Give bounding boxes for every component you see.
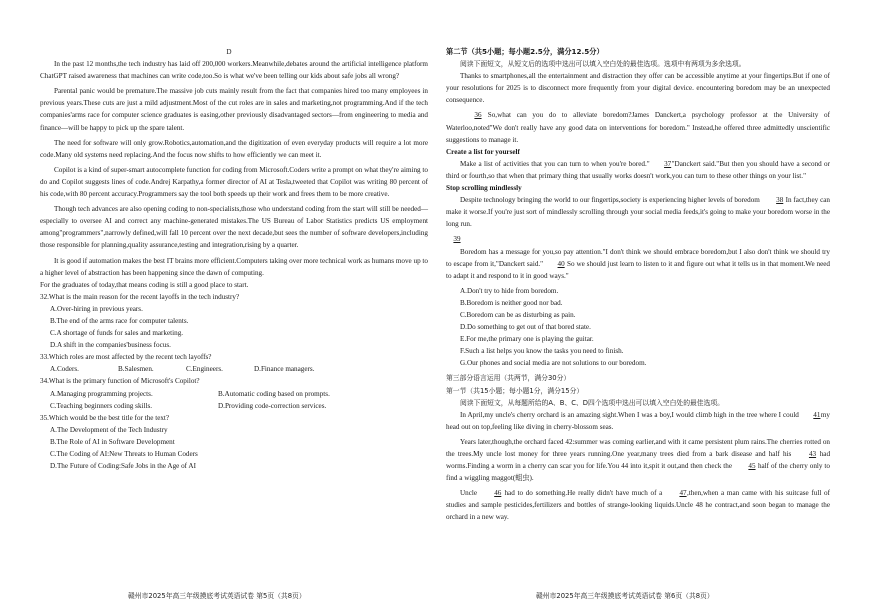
- blank-36: 36: [474, 111, 482, 120]
- passage-paragraph: [446, 436, 830, 484]
- option: A.Don't try to hide from boredom.: [460, 286, 559, 295]
- passage-paragraph: It is good if automation makes the best IT brains more efficient.Computers taking over more technical work as humans move up to a higher level of abstraction has been happening since the dawn of computing.: [40, 256, 428, 277]
- part-title: 第三部分语言运用（共两节，满分30分）: [446, 374, 571, 383]
- page-footer-right: 赣州市2025年高三年级摸底考试英语试卷 第6页（共8页）: [536, 592, 714, 600]
- option: A.The Development of the Tech Industry: [50, 425, 168, 434]
- paragraph-text: Years later,though,the orchard faced 42:summer was coming earlier,and with it came persistent plum rains.The cherries rotted on the trees.My uncle lost money for three years running.One year,many trees died from a bark disease and half his: [446, 437, 830, 458]
- paragraph-text: had worms.Finding a worm in a cherry can scar you for life.You 44 into it,spit it out,and then check the: [446, 450, 831, 471]
- option: G.Our phones and social media are not solutions to our boredom.: [460, 359, 647, 368]
- paragraph-text: So we should just learn to listen to it and figure out what it tells us in that moment.We need to adapt it and respond to it in good ways.": [446, 259, 831, 280]
- passage-paragraph: [446, 409, 830, 433]
- left-page: [40, 46, 428, 472]
- blank-41: 41: [813, 410, 821, 419]
- passage-paragraph: [446, 109, 830, 145]
- option: F.Such a list helps you know the tasks you need to finish.: [460, 347, 624, 356]
- instructions: 阅读下面短文，从短文后的选项中选出可以填入空白处的最佳选项。选项中有两项为多余选项。: [460, 60, 746, 69]
- blank-39: 39: [453, 235, 461, 244]
- option: D.A shift in the companies'business focus.: [50, 341, 171, 350]
- question-stem: 33.Which roles are most affected by the recent tech layoffs?: [40, 353, 212, 362]
- paragraph-text: Despite technology bringing the world to our fingertips,society is experiencing higher levels of boredom: [460, 196, 760, 205]
- blank-38: 38: [776, 196, 784, 205]
- blank-40: 40: [557, 259, 565, 268]
- blank-37: 37: [664, 159, 672, 168]
- page-footer-left: 赣州市2025年高三年级摸底考试英语试卷 第5页（共8页）: [128, 592, 306, 600]
- passage-paragraph: Copilot is a kind of super-smart autocomplete function for coding from Microsoft.Coders write a prompt on what they're aiming to do and Copilot suggests lines of code.Andrej Karpathy,a former director of AI at Tesla,tweeted that Copilot was writing 80 percent of his code,with 80 percent accuracy.Programmers say the tool both speeds up their work and frees them to be more creative.: [40, 165, 428, 199]
- paragraph-text: Make a list of activities that you can turn to when you're bored.": [460, 159, 650, 168]
- option: B.Boredom is neither good nor bad.: [460, 298, 563, 307]
- option: A.Coders.: [50, 365, 79, 374]
- paragraph-text: In fact,they can make it worse.If you're just sort of mindlessly scrolling through your social media feeds,it's going to make your boredom worse in the long run.: [446, 196, 830, 229]
- blank-45: 45: [748, 462, 756, 471]
- paragraph-text: ,then,when a man came with his suitcase full of studies and sample pesticides,fertilizers and bottles of strange-looking liquids.Uncle 48 he contract,and soon began to manage the orchard in a new way.: [446, 489, 830, 522]
- passage-paragraph: [446, 233, 830, 245]
- question-35: [40, 412, 428, 472]
- option: B.Automatic coding based on prompts.: [218, 389, 330, 398]
- subheading: Stop scrolling mindlessly: [446, 184, 522, 193]
- option: D.Do something to get out of that bored state.: [460, 323, 591, 332]
- option: E.For me,the primary one is playing the guitar.: [460, 335, 594, 344]
- option-row: [40, 363, 428, 375]
- passage-paragraph: The need for software will only grow.Robotics,automation,and the digitization of even everyday products will require a lot more code.Many old systems need replacing.And the focus now shifts to how efficiently we can meet it.: [40, 138, 428, 159]
- subheading: Create a list for yourself: [446, 147, 520, 156]
- passage-paragraph: [446, 158, 830, 182]
- paragraph-text: "Danckert said."But then you should have a second or third or fourth,so that when that primary thing that usually works doesn't work,you can turn to these other things on your list.": [446, 159, 830, 180]
- question-stem: 34.What is the primary function of Microsoft's Copilot?: [40, 377, 200, 386]
- passage-paragraph: [446, 194, 830, 230]
- paragraph-text: half of the cherry only to find a wiggling maggot(蛆虫).: [446, 462, 830, 483]
- option: B.The Role of AI in Software Development: [50, 437, 175, 446]
- option: A.Over-hiring in previous years.: [50, 304, 143, 313]
- blank-46: 46: [494, 489, 502, 498]
- passage-paragraph: In the past 12 months,the tech industry has laid off 200,000 workers.Meanwhile,debates around the artificial intelligence platform ChatGPT raised awareness that machines can write code,too.So is what we've been telling our kids about safe jobs all wrong?: [40, 60, 428, 81]
- option-row: [40, 388, 428, 400]
- paragraph-text: Boredom has a message for you,so pay attention."I don't think we should embrace boredom,but I also don't think we should try to escape from it,"Danckert said.": [446, 247, 830, 268]
- option: C.Engineers.: [186, 365, 223, 374]
- passage-paragraph: Parental panic would be premature.The massive job cuts mainly result from the fact that companies hired too many employees in previous years.These cuts are just a mild adjustment.Most of the cut roles are in sales and marketing,not programming.And if the tech companies'arms race for computer science graduates is easing,other previously disadvantaged sectors—from engineering to media and finance—will be happy to pick up the spare talent.: [40, 87, 428, 132]
- option: D.The Future of Coding:Safe Jobs in the Age of AI: [50, 462, 196, 471]
- option: C.A shortage of funds for sales and marketing.: [50, 329, 184, 338]
- question-34: [40, 375, 428, 411]
- option-row: [40, 400, 428, 412]
- passage-paragraph: [446, 246, 830, 282]
- answer-options: [446, 285, 830, 370]
- question-32: [40, 291, 428, 351]
- paragraph-text: So,what can you do to alleviate boredom?James Danckert,a psychology professor at the University of Waterloo,noted"We don't really have any good data on interventions for boredom." Instead,he offered three admittedly unscientific suggestions to manage it.: [446, 111, 830, 144]
- option: B.The end of the arms race for computer talents.: [50, 316, 189, 325]
- passage-paragraph: Thanks to smartphones,all the entertainment and distraction they offer can be accessible anytime at your fingertips.But if one of your resolutions for 2025 is to disconnect more frequently from your digital device. encountering boredom may be an unexpected consequence.: [446, 72, 830, 105]
- blank-43: 43: [808, 450, 817, 458]
- option: D.Finance managers.: [254, 365, 315, 374]
- paragraph-text: Uncle: [460, 489, 478, 498]
- passage-paragraph: For the graduates of today,that means coding is still a good place to start.: [40, 280, 249, 289]
- option: C.Teaching beginners coding skills.: [50, 401, 153, 410]
- option: C.The Coding of AI:New Threats to Human Coders: [50, 450, 198, 458]
- part-instructions: 阅读下面短文，从每题所给的A、B、C、D四个选项中选出可以填入空白处的最佳选项。: [460, 398, 724, 407]
- question-stem: 35.Which would be the best title for the text?: [40, 413, 170, 422]
- part-subtitle: 第一节（共15小题；每小题1分，满分15分）: [446, 386, 584, 395]
- right-page: [446, 46, 830, 524]
- paragraph-text: had to do something.He really didn't have much of a: [504, 489, 663, 498]
- option: B.Salesmen.: [118, 365, 154, 374]
- question-33: [40, 351, 428, 375]
- section-title: 第二节（共5小题；每小题2.5分，满分12.5分）: [446, 47, 604, 56]
- option: C.Boredom can be as disturbing as pain.: [460, 310, 576, 319]
- passage-paragraph: [446, 487, 830, 523]
- section-label: D: [226, 48, 232, 56]
- passage-paragraph: Though tech advances are also opening coding to non-specialists,those who understand coding from the start will still be needed—especially to oversee AI and correct any machine-generated mistakes.The US Bureau of Labor Statistics predicts US employment among"programmers",narrowly defined,will fall 10 percent over the next decade,but sees the number of software developers,including those responsible for planning,quality assurance,testing and integration,rising by a quarter.: [40, 205, 428, 250]
- option: D.Providing code-correction services.: [218, 401, 327, 410]
- option: A.Managing programming projects.: [50, 389, 153, 398]
- paragraph-text: my head out on top,feeling like diving in cherry-blossom seas.: [446, 410, 830, 431]
- blank-47: 47: [679, 489, 687, 498]
- paragraph-text: In April,my uncle's cherry orchard is an amazing sight.When I was a boy,I would climb high in the tree where I could: [460, 410, 799, 419]
- question-stem: 32.What is the main reason for the recent layoffs in the tech industry?: [40, 292, 240, 301]
